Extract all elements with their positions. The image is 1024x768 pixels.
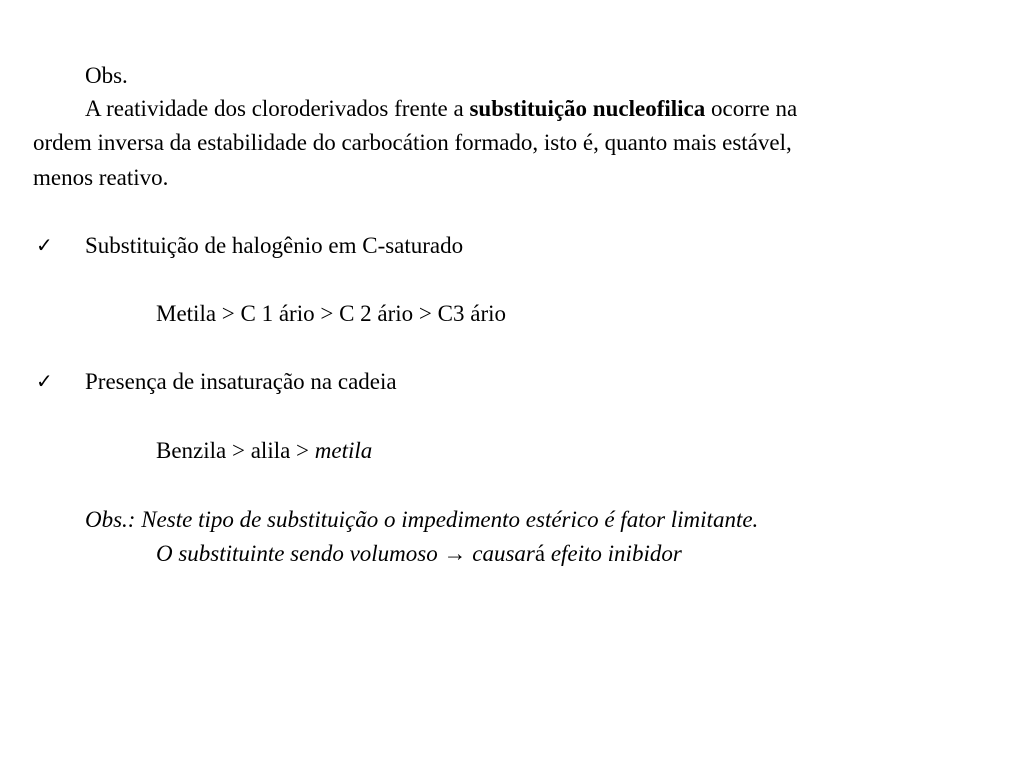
bullet-2-order-prefix: Benzila > alila > [156, 438, 315, 463]
obs-heading: Obs. [85, 63, 128, 88]
note-line-2-upright: á [534, 541, 546, 566]
checkmark-icon: ✓ [36, 233, 53, 257]
bullet-2-order-italic: metila [314, 438, 373, 463]
note-line-2 [156, 540, 682, 568]
paragraph-text-post: ocorre na [705, 96, 798, 121]
bullet-2-order [156, 437, 372, 465]
note-line-2-pre: O substituinte sendo volumoso → causar [156, 541, 535, 566]
paragraph-line-3: menos reativo. [33, 165, 169, 190]
note-line-1: Obs.: Neste tipo de substituição o impedimento estérico é fator limitante. [85, 507, 759, 532]
paragraph-line-1 [85, 95, 797, 123]
bullet-2-text: Presença de insaturação na cadeia [85, 369, 397, 394]
bullet-1-order: Metila > C 1 ário > C 2 ário > C3 ário [156, 301, 506, 326]
checkmark-icon: ✓ [36, 369, 53, 393]
paragraph-text-pre: A reatividade dos cloroderivados frente a [85, 96, 470, 121]
note-line-2-post: efeito inibidor [545, 541, 682, 566]
bullet-1-text: Substituição de halogênio em C-saturado [85, 233, 464, 258]
paragraph-line-2: ordem inversa da estabilidade do carbocátion formado, isto é, quanto mais estável, [33, 130, 792, 155]
paragraph-bold-term: substituição nucleofilica [469, 96, 706, 121]
